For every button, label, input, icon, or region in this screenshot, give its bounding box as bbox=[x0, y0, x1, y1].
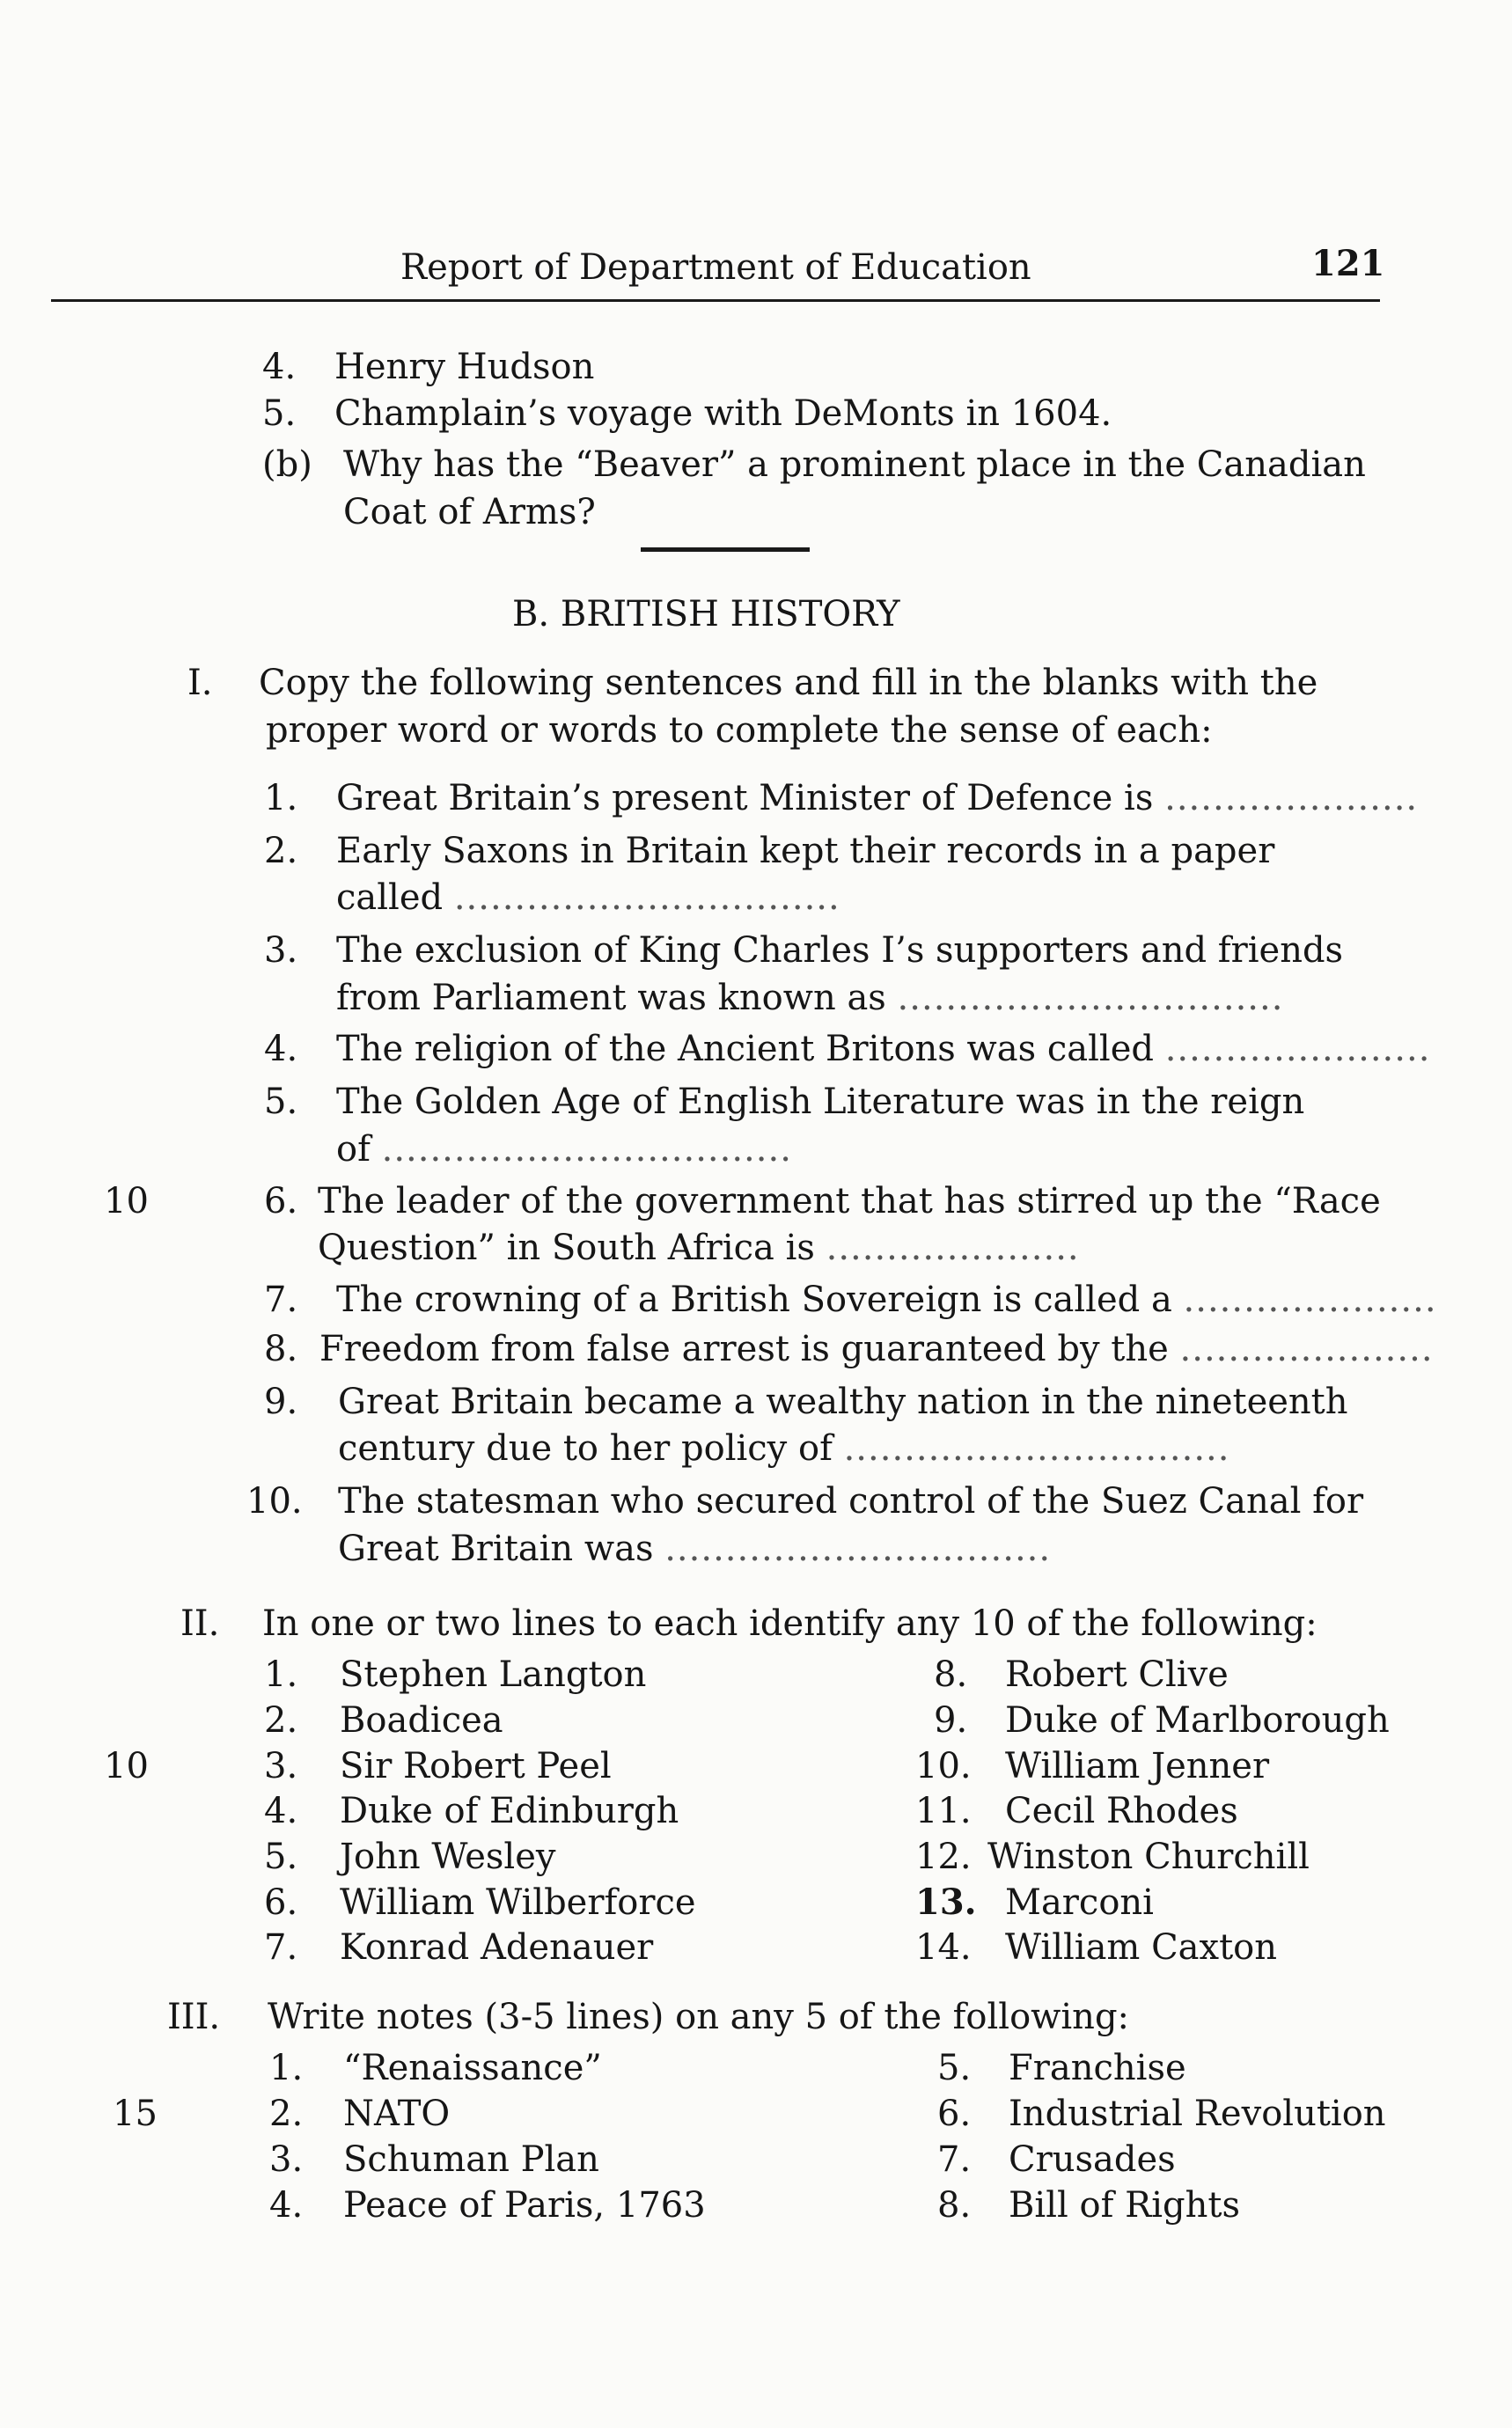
fill-item-10-line2: Great Britain was ................................ bbox=[338, 1529, 1052, 1569]
fill-item-3-line1: The exclusion of King Charles I’s supporters and friends bbox=[336, 930, 1344, 971]
identify-item-num: 4. bbox=[264, 1791, 298, 1831]
notes-item-num: 8. bbox=[937, 2185, 972, 2226]
fill-item-9-line1: Great Britain became a wealthy nation in the nineteenth bbox=[338, 1382, 1348, 1422]
notes-item-text: Crusades bbox=[1009, 2139, 1176, 2180]
fill-item-8-num: 8. bbox=[264, 1329, 298, 1369]
fill-item-9-line2: century due to her policy of ................................ bbox=[338, 1428, 1230, 1469]
notes-item-text: Schuman Plan bbox=[343, 2139, 599, 2180]
identify-item-text: Duke of Marlborough bbox=[1005, 1700, 1390, 1741]
fill-item-7-text: The crowning of a British Sovereign is called a ..................... bbox=[336, 1280, 1437, 1320]
notes-item-text: Bill of Rights bbox=[1009, 2185, 1240, 2226]
fill-item-3-num: 3. bbox=[264, 930, 298, 971]
part1-number: I. bbox=[187, 663, 213, 703]
prev-item-b-line2: Coat of Arms? bbox=[343, 492, 596, 532]
fill-item-2-line2: called ................................ bbox=[336, 877, 840, 918]
identify-item-num: 7. bbox=[264, 1927, 298, 1968]
fill-item-10-num: 10. bbox=[246, 1481, 303, 1522]
notes-item-text: Peace of Paris, 1763 bbox=[343, 2185, 706, 2226]
section-divider bbox=[641, 547, 810, 552]
identify-item-text: William Wilberforce bbox=[340, 1882, 696, 1923]
identify-item-num: 8. bbox=[934, 1654, 968, 1695]
notes-item-num: 5. bbox=[937, 2048, 972, 2088]
identify-item-num: 9. bbox=[934, 1700, 968, 1741]
prev-item-5-num: 5. bbox=[262, 393, 297, 434]
prev-item-5-text: Champlain’s voyage with DeMonts in 1604. bbox=[334, 393, 1112, 434]
identify-item-num: 14. bbox=[915, 1927, 972, 1968]
identify-item-num: 10. bbox=[915, 1746, 972, 1786]
fill-item-6-line2: Question” in South Africa is ..................... bbox=[318, 1228, 1080, 1268]
fill-item-4-num: 4. bbox=[264, 1029, 298, 1069]
prev-item-4-text: Henry Hudson bbox=[334, 347, 595, 387]
identify-item-text: Stephen Langton bbox=[340, 1654, 647, 1695]
identify-item-num: 11. bbox=[915, 1791, 972, 1831]
notes-item-num: 7. bbox=[937, 2139, 972, 2180]
fill-item-5-line1: The Golden Age of English Literature was in the reign bbox=[336, 1082, 1305, 1122]
marks-part2: 10 bbox=[104, 1746, 149, 1786]
notes-item-text: “Renaissance” bbox=[343, 2048, 602, 2088]
identify-item-text: Robert Clive bbox=[1005, 1654, 1229, 1695]
part2-instruction: In one or two lines to each identify any 10 of the following: bbox=[262, 1603, 1317, 1644]
identify-item-text: Konrad Adenauer bbox=[340, 1927, 654, 1968]
prev-item-4-num: 4. bbox=[262, 347, 297, 387]
fill-item-3-line2: from Parliament was known as ................................ bbox=[336, 978, 1284, 1018]
identify-item-num: 3. bbox=[264, 1746, 298, 1786]
page-number: 121 bbox=[1311, 243, 1385, 284]
identify-item-num: 2. bbox=[264, 1700, 298, 1741]
identify-item-text: Cecil Rhodes bbox=[1005, 1791, 1238, 1831]
fill-item-5-num: 5. bbox=[264, 1082, 298, 1122]
identify-item-text: William Caxton bbox=[1005, 1927, 1278, 1968]
running-title: Report of Department of Education bbox=[400, 247, 1031, 288]
part1-instruction-line2: proper word or words to complete the sense of each: bbox=[266, 710, 1213, 751]
identify-item-text: Marconi bbox=[1005, 1882, 1154, 1923]
notes-item-num: 3. bbox=[269, 2139, 304, 2180]
notes-item-text: Franchise bbox=[1009, 2048, 1186, 2088]
marks-part1: 10 bbox=[104, 1181, 149, 1221]
fill-item-1-num: 1. bbox=[264, 778, 298, 818]
fill-item-8-text: Freedom from false arrest is guaranteed by the ..................... bbox=[319, 1329, 1434, 1369]
identify-item-num: 6. bbox=[264, 1882, 298, 1923]
identify-item-text: Winston Churchill bbox=[987, 1837, 1310, 1877]
fill-item-7-num: 7. bbox=[264, 1280, 298, 1320]
fill-item-6-num: 6. bbox=[264, 1181, 298, 1221]
fill-item-9-num: 9. bbox=[264, 1382, 298, 1422]
fill-item-5-line2: of .................................. bbox=[336, 1129, 792, 1170]
section-title: B. BRITISH HISTORY bbox=[512, 594, 900, 635]
identify-item-text: John Wesley bbox=[340, 1837, 556, 1877]
identify-item-text: Sir Robert Peel bbox=[340, 1746, 612, 1786]
fill-item-6-line1: The leader of the government that has stirred up the “Race bbox=[318, 1181, 1381, 1221]
fill-item-10-line1: The statesman who secured control of the Suez Canal for bbox=[338, 1481, 1364, 1522]
fill-item-4-text: The religion of the Ancient Britons was called ...................... bbox=[336, 1029, 1431, 1069]
fill-item-2-num: 2. bbox=[264, 831, 298, 871]
notes-item-num: 1. bbox=[269, 2048, 304, 2088]
identify-item-num: 1. bbox=[264, 1654, 298, 1695]
identify-item-text: Duke of Edinburgh bbox=[340, 1791, 679, 1831]
fill-item-2-line1: Early Saxons in Britain kept their records in a paper bbox=[336, 831, 1275, 871]
identify-item-text: Boadicea bbox=[340, 1700, 503, 1741]
identify-item-num: 5. bbox=[264, 1837, 298, 1877]
prev-item-b-label: (b) bbox=[262, 444, 312, 485]
notes-item-text: NATO bbox=[343, 2094, 451, 2134]
part3-instruction: Write notes (3-5 lines) on any 5 of the following: bbox=[268, 1997, 1130, 2037]
notes-item-text: Industrial Revolution bbox=[1009, 2094, 1386, 2134]
notes-item-num: 2. bbox=[269, 2094, 304, 2134]
notes-item-num: 4. bbox=[269, 2185, 304, 2226]
header-rule bbox=[51, 299, 1380, 302]
identify-item-num: 12. bbox=[915, 1837, 972, 1877]
identify-item-text: William Jenner bbox=[1005, 1746, 1270, 1786]
part1-instruction-line1: Copy the following sentences and fill in the blanks with the bbox=[259, 663, 1318, 703]
fill-item-1-text: Great Britain’s present Minister of Defence is ..................... bbox=[336, 778, 1419, 818]
notes-item-num: 6. bbox=[937, 2094, 972, 2134]
prev-item-b-line1: Why has the “Beaver” a prominent place in the Canadian bbox=[343, 444, 1366, 485]
identify-item-num: 13. bbox=[915, 1882, 977, 1923]
part3-number: III. bbox=[167, 1997, 221, 2037]
part2-number: II. bbox=[180, 1603, 220, 1644]
marks-part3: 15 bbox=[113, 2094, 158, 2134]
